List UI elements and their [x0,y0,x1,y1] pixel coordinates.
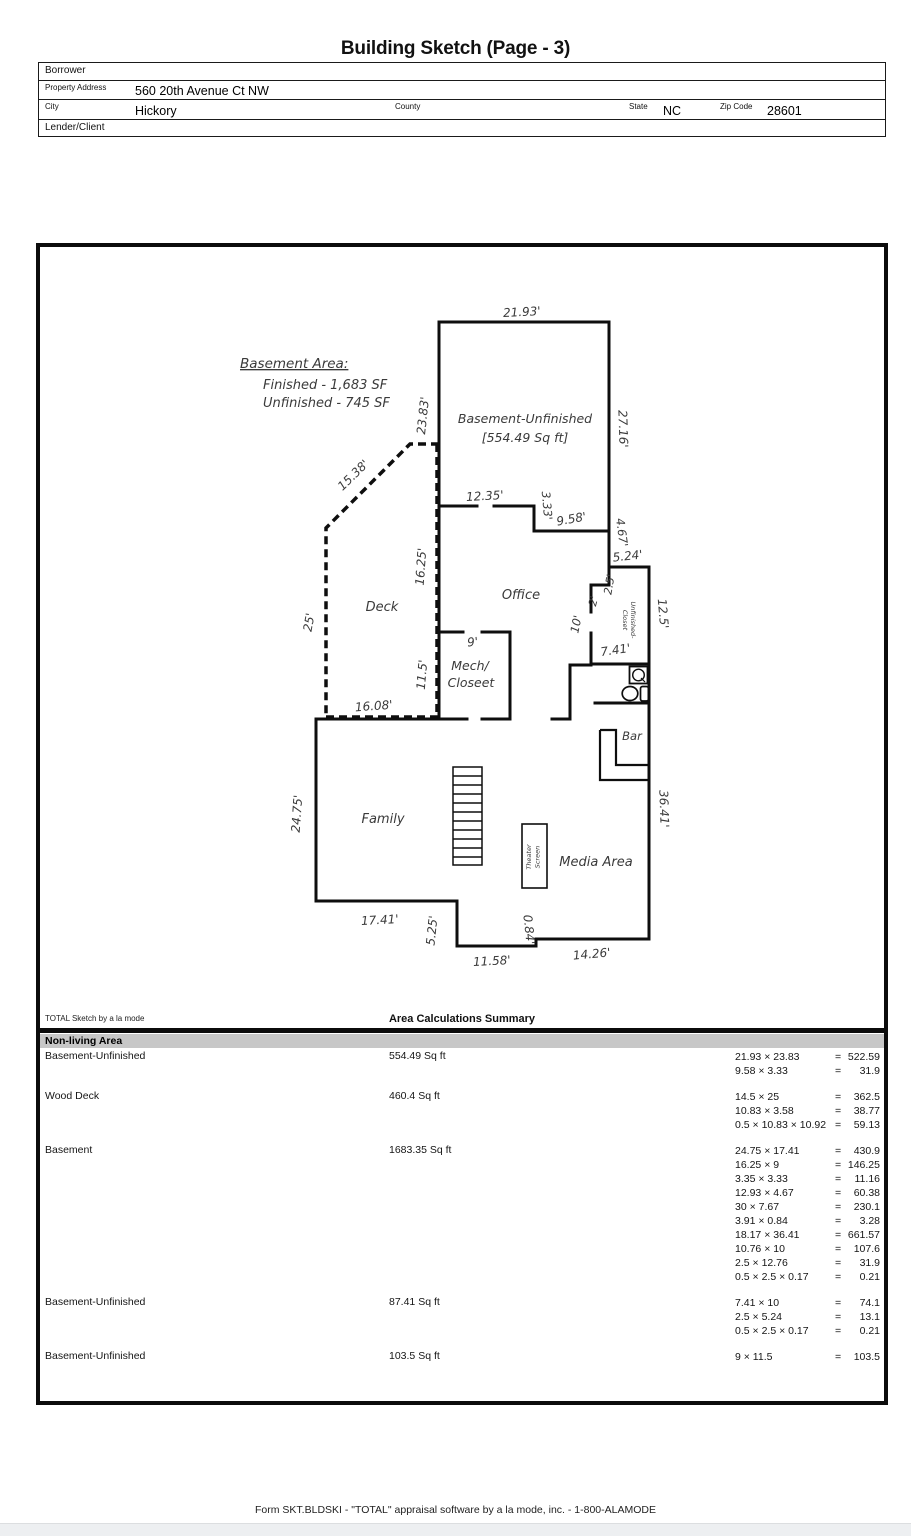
dimension-label: 21.93' [502,304,541,320]
calc-expression: 3.91 × 0.84 [735,1215,788,1227]
calc-row-area: 87.41 Sq ft [389,1296,440,1308]
calc-result: 13.1 [859,1311,880,1323]
calc-result: 362.5 [853,1091,880,1103]
dimension-label: 2' [586,594,602,608]
zip-value: 28601 [767,104,802,118]
calc-line [735,1186,880,1200]
form-footer: Form SKT.BLDSKI - "TOTAL" appraisal software by a la mode, inc. - 1-800-ALAMODE [255,1504,656,1516]
calc-expression: 2.5 × 5.24 [735,1311,782,1323]
calc-row-calcs [735,1144,880,1284]
dimension-label: 36.41' [656,789,672,828]
room-label-basement-unfinished: Basement-Unfinished [457,411,593,426]
calc-line [735,1090,880,1104]
calc-line [735,1104,880,1118]
equals-sign: = [835,1145,842,1157]
calc-line [735,1350,880,1364]
equals-sign: = [835,1187,842,1199]
room-label-unfinished-closet: Unfinished-Closet [621,601,637,639]
dimension-label: 4.67' [613,517,631,548]
equals-sign: = [835,1215,842,1227]
bottom-edge-strip [0,1523,911,1536]
calc-row-calcs [735,1090,880,1132]
property-address-label: Property Address [45,83,107,92]
calc-result: 0.21 [859,1271,880,1283]
calc-expression: 7.41 × 10 [735,1297,780,1309]
calc-row-calcs [735,1050,880,1078]
calc-result: 3.28 [859,1215,880,1227]
room-label-bar: Bar [622,729,642,743]
calc-row [40,1090,880,1132]
dimension-label: 2.5' [601,573,618,596]
theater-screen-label: TheaterScreen [525,844,542,870]
room-label-media-area: Media Area [559,855,633,870]
calc-row-area: 103.5 Sq ft [389,1350,440,1362]
calc-result: 522.59 [847,1051,880,1063]
calc-line [735,1256,880,1270]
dimension-label: 11.5' [413,659,431,691]
dimension-label: 0.84' [520,913,538,946]
equals-sign: = [835,1271,842,1283]
room-label-basement-unfinished-area: [554.49 Sq ft] [481,430,569,445]
dimension-label: 12.35' [465,488,504,504]
state-value: NC [663,104,682,118]
calc-row-name: Basement-Unfinished [45,1350,146,1362]
equals-sign: = [835,1091,842,1103]
calc-result: 146.25 [847,1159,880,1171]
calc-row-area: 1683.35 Sq ft [389,1144,452,1156]
toilet-icon [622,687,648,702]
calc-line [735,1064,880,1078]
borrower-label: Borrower [45,65,86,76]
calc-result: 74.1 [859,1297,880,1309]
lender-row [39,120,885,136]
area-calculations-heading: Area Calculations Summary [388,1013,536,1025]
property-info-table [38,62,886,137]
calc-row-name: Basement-Unfinished [45,1050,146,1062]
calc-line [735,1144,880,1158]
calc-row-name: Basement [45,1144,93,1156]
calc-expression: 9 × 11.5 [735,1351,773,1363]
room-label-family: Family [361,812,405,827]
staircase [453,767,482,865]
dimension-label: 5.24' [611,547,644,565]
calc-expression: 2.5 × 12.76 [735,1257,788,1269]
floor-plan-sketch [36,244,888,1010]
room-label-deck: Deck [365,600,399,615]
summary-divider-bar [40,1028,884,1033]
calc-row [40,1050,880,1078]
calc-line [735,1118,880,1132]
calc-line [735,1158,880,1172]
total-sketch-branding: TOTAL Sketch by a la mode [45,1014,145,1023]
calc-expression: 16.25 × 9 [735,1159,780,1171]
calc-result: 38.77 [853,1105,880,1117]
sketch-labels [240,304,672,969]
calc-result: 107.6 [853,1243,880,1255]
basement-area-heading: Basement Area: [240,356,349,372]
dimension-label: 11.58' [472,953,511,969]
sink-icon [630,667,648,684]
dimension-label: 16.25' [412,547,430,586]
calc-result: 11.16 [854,1173,880,1185]
page-title: Building Sketch (Page - 3) [340,38,571,59]
calc-rows [40,1050,880,1364]
county-label: County [395,102,421,111]
calc-line [735,1270,880,1284]
room-label-office: Office [501,588,541,603]
equals-sign: = [835,1325,842,1337]
calc-line [735,1242,880,1256]
property-address-row [39,81,885,100]
calc-row-name: Basement-Unfinished [45,1296,146,1308]
calc-result: 31.9 [859,1065,880,1077]
calc-row-calcs [735,1350,880,1364]
room-label-mech2: Closeet [447,675,495,690]
calc-line [735,1200,880,1214]
state-label: State [629,102,648,111]
calc-row [40,1144,880,1284]
calc-expression: 9.58 × 3.33 [735,1065,788,1077]
city-county-state-zip-row [39,100,885,120]
calc-result: 59.13 [853,1119,880,1131]
equals-sign: = [835,1229,842,1241]
dimension-label: 27.16' [615,409,631,448]
calc-expression: 10.83 × 3.58 [735,1105,794,1117]
calc-expression: 0.5 × 2.5 × 0.17 [735,1271,809,1283]
equals-sign: = [835,1065,842,1077]
dimension-label: 10' [567,614,585,635]
borrower-row [39,63,885,81]
calc-result: 661.57 [847,1229,880,1241]
dimension-label: 9' [466,634,479,650]
calc-row-name: Wood Deck [45,1090,100,1102]
calc-expression: 18.17 × 36.41 [735,1229,800,1241]
calc-line [735,1310,880,1324]
calc-result: 60.38 [853,1187,880,1199]
calc-result: 31.9 [859,1257,880,1269]
calc-expression: 30 × 7.67 [735,1201,780,1213]
calc-line [735,1172,880,1186]
calc-result: 103.5 [853,1351,880,1363]
calc-line [735,1050,880,1064]
equals-sign: = [835,1201,842,1213]
dimension-label: 5.25' [423,914,441,947]
equals-sign: = [835,1173,842,1185]
calc-result: 230.1 [853,1201,880,1213]
calc-line [735,1214,880,1228]
equals-sign: = [835,1351,842,1363]
city-label: City [45,102,59,111]
city-value: Hickory [135,104,177,118]
calc-expression: 14.5 × 25 [735,1091,780,1103]
dimension-label: 12.5' [654,598,672,630]
calc-line [735,1324,880,1338]
dimension-label: 23.83' [414,396,432,436]
dimension-label: 17.41' [360,912,399,928]
calc-row-calcs [735,1296,880,1338]
zip-label: Zip Code [720,102,753,111]
calc-result: 0.21 [859,1325,880,1337]
calc-line [735,1296,880,1310]
calc-result: 430.9 [853,1145,880,1157]
calc-row-area: 554.49 Sq ft [389,1050,446,1062]
basement-area-finished: Finished - 1,683 SF [263,378,388,393]
equals-sign: = [835,1297,842,1309]
dimension-label: 9.58' [555,509,588,529]
dimension-label: 7.41' [599,641,632,660]
dimension-label: 24.75' [288,794,306,833]
calc-expression: 0.5 × 2.5 × 0.17 [735,1325,809,1337]
calc-expression: 21.93 × 23.83 [735,1051,800,1063]
equals-sign: = [835,1243,842,1255]
calc-row-area: 460.4 Sq ft [389,1090,440,1102]
equals-sign: = [835,1257,842,1269]
non-living-area-section-header: Non-living Area [40,1034,884,1048]
calc-row [40,1296,880,1338]
calc-expression: 12.93 × 4.67 [735,1187,794,1199]
dimension-label: 25' [300,611,318,633]
calc-line [735,1228,880,1242]
basement-area-unfinished: Unfinished - 745 SF [263,396,390,411]
dimension-label: 3.33' [538,490,556,521]
dimension-label: 14.26' [572,945,612,963]
equals-sign: = [835,1311,842,1323]
dimension-label: 15.38' [334,457,372,494]
equals-sign: = [835,1119,842,1131]
calc-expression: 24.75 × 17.41 [735,1145,800,1157]
calc-expression: 0.5 × 10.83 × 10.92 [735,1119,827,1131]
calc-expression: 10.76 × 10 [735,1243,785,1255]
dimension-label: 16.08' [354,697,393,715]
equals-sign: = [835,1051,842,1063]
lender-label: Lender/Client [45,122,105,133]
calc-expression: 3.35 × 3.33 [735,1173,788,1185]
property-address-value: 560 20th Avenue Ct NW [135,84,269,98]
room-label-mech: Mech/ [451,658,489,673]
equals-sign: = [835,1159,842,1171]
equals-sign: = [835,1105,842,1117]
calc-row [40,1350,880,1364]
